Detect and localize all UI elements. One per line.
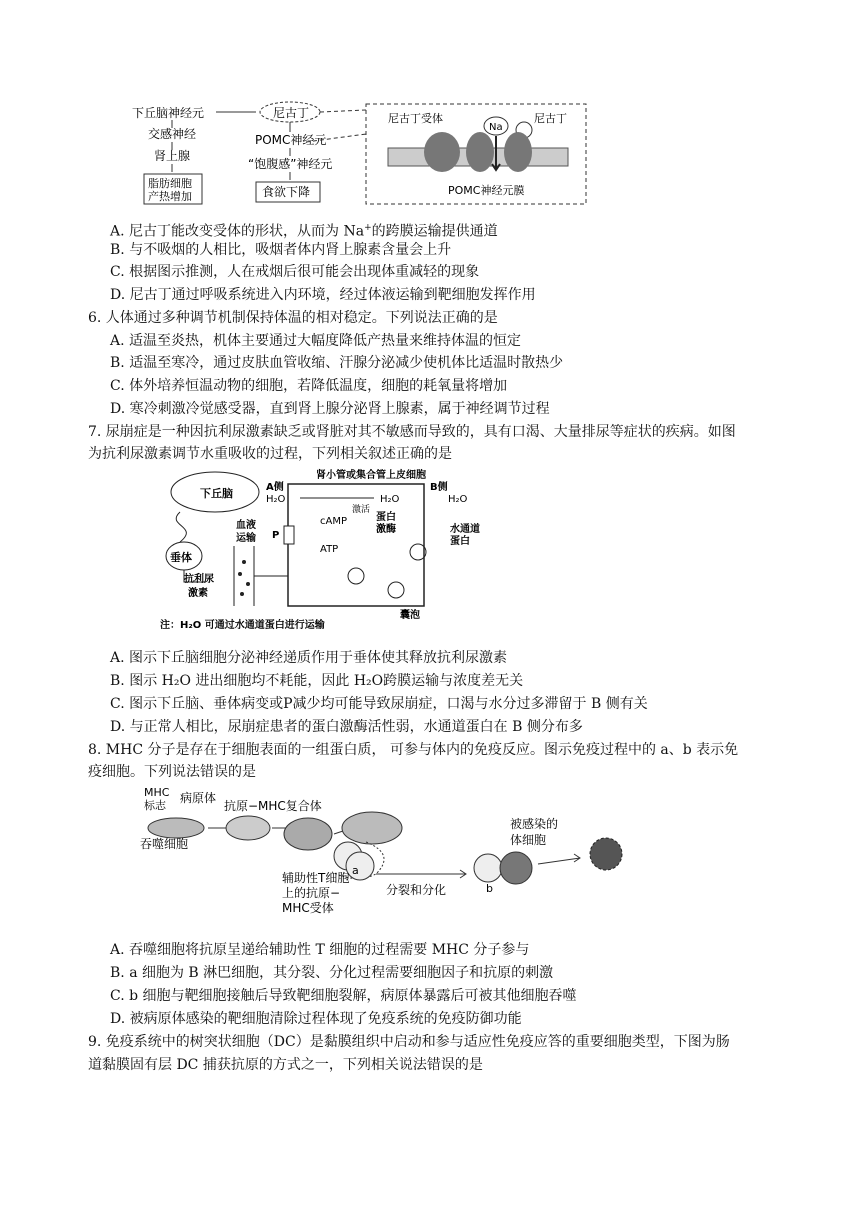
figure-adh-regulation	[160, 466, 490, 632]
fig7-transport-label: 运输	[236, 533, 256, 544]
fig1-sympathetic-label: 交感神经	[148, 127, 197, 141]
q6-option-b[interactable]: B. 适温至寒冷，通过皮肤血管收缩、汗腺分泌减少使机体比适温时散热少	[110, 355, 564, 371]
q7-option-b[interactable]: B. 图示 H₂O 进出细胞均不耗能，因此 H₂O跨膜运输与浓度差无关	[110, 673, 524, 689]
fig7-camp-label: cAMP	[320, 516, 347, 527]
q7-option-a[interactable]: A. 图示下丘脑细胞分泌神经递质作用于垂体使其释放抗利尿激素	[110, 650, 508, 666]
q5-option-b[interactable]: B. 与不吸烟的人相比，吸烟者体内肾上腺素含量会上升	[110, 242, 452, 258]
fig1-fat-label: 脂肪细胞	[148, 177, 192, 190]
q8-stem-line2: 疫细胞。下列说法错误的是	[88, 764, 256, 780]
fig1-satiety-label: “饱腹感”神经元	[248, 157, 333, 171]
fig7-blood-label: 血液	[236, 520, 256, 531]
q8-option-d[interactable]: D. 被病原体感染的靶细胞清除过程体现了免疫系统的免疫防御功能	[110, 1011, 522, 1027]
fig7-adh-label-2: 激素	[188, 588, 208, 599]
q6-option-d[interactable]: D. 寒冷刺激冷觉感受器，直到肾上腺分泌肾上腺素，属于神经调节过程	[110, 401, 550, 417]
q7-stem-line2: 为抗利尿激素调节水重吸收的过程，下列相关叙述正确的是	[88, 446, 452, 462]
q7-option-d[interactable]: D. 与正常人相比，尿崩症患者的蛋白激酶活性弱，水通道蛋白在 B 侧分布多	[110, 719, 583, 735]
fig7-pituitary-label: 垂体	[170, 551, 192, 564]
fig7-aqp-label-2: 蛋白	[450, 536, 470, 547]
q5-option-c[interactable]: C. 根据图示推测，人在戒烟后很可能会出现体重减轻的现象	[110, 264, 480, 280]
fig1-na-label: Na	[489, 122, 503, 133]
q6-option-c[interactable]: C. 体外培养恒温动物的细胞，若降低温度，细胞的耗氧量将增加	[110, 378, 508, 394]
q5-option-d[interactable]: D. 尼古丁通过呼吸系统进入内环境，经过体液运输到靶细胞发挥作用	[110, 287, 536, 303]
fig8-a-label: a	[352, 864, 359, 877]
fig8-mhc-label: MHC	[144, 786, 170, 799]
q8-option-b[interactable]: B. a 细胞为 B 淋巴细胞，其分裂、分化过程需要细胞因子和抗原的刺激	[110, 965, 554, 981]
fig8-pathogen-label: 病原体	[180, 791, 217, 805]
fig7-adh-label: 抗利尿	[184, 574, 214, 585]
fig8-infected-label-2: 体细胞	[510, 833, 547, 847]
q7-option-c[interactable]: C. 图示下丘脑、垂体病变或P减少均可能导致尿崩症，口渴与水分过多滞留于 B 侧有关	[110, 696, 648, 712]
q6-stem: 6. 人体通过多种调节机制保持体温的相对稳定。下列说法正确的是	[88, 310, 498, 326]
q9-stem-line2: 道黏膜固有层 DC 捕获抗原的方式之一，下列相关说法错误的是	[88, 1057, 483, 1073]
fig7-b-side-label: B侧	[430, 482, 448, 493]
fig7-kinase-label-2: 激酶	[376, 524, 396, 535]
fig7-atp-label: ATP	[320, 544, 339, 555]
fig7-h2o-b: H₂O	[448, 494, 468, 505]
fig1-nicotine2-label: 尼古丁	[534, 112, 567, 125]
fig8-th-label: 辅助性T细胞	[282, 871, 350, 885]
fig8-th-label-2: 上的抗原−	[282, 886, 341, 900]
q6-option-a[interactable]: A. 适温至炎热，机体主要通过大幅度降低产热量来维持体温的恒定	[110, 333, 522, 349]
fig1-nicotine-label: 尼古丁	[273, 106, 310, 120]
q9-stem-line1: 9. 免疫系统中的树突状细胞（DC）是黏膜组织中启动和参与适应性免疫应答的重要细胞类型，下图为肠	[88, 1034, 730, 1050]
figure-mhc-immune	[136, 784, 636, 930]
fig8-complex-label: 抗原−MHC复合体	[224, 799, 322, 813]
fig7-h2o-inner: H₂O	[380, 494, 400, 505]
fig8-b-label: b	[486, 882, 493, 895]
fig1-pomc-label: POMC神经元	[255, 133, 327, 147]
q5-option-a-text-2: 的跨膜运输提供通道	[371, 223, 498, 240]
fig7-p-label: P	[272, 530, 280, 541]
fig7-activate-label: 激活	[352, 505, 371, 515]
fig7-note: 注：H₂O 可通过水通道蛋白进行运输	[160, 620, 325, 631]
fig8-mhc-label-2: 标志	[144, 799, 166, 812]
fig1-hypothalamus-label: 下丘脑神经元	[132, 106, 205, 120]
q8-option-a[interactable]: A. 吞噬细胞将抗原呈递给辅助性 T 细胞的过程需要 MHC 分子参与	[110, 942, 530, 958]
q5-option-a[interactable]: A. 尼古丁能改变受体的形状，从而为 Na+的跨膜运输提供通道	[110, 223, 498, 240]
q5-option-a-text: A. 尼古丁能改变受体的形状，从而为 Na	[110, 223, 365, 240]
fig8-infected-label: 被感染的	[510, 817, 559, 831]
fig7-aqp-label: 水通道	[450, 524, 480, 535]
fig1-receptor-label: 尼古丁受体	[388, 112, 443, 125]
fig8-divide-label: 分裂和分化	[386, 883, 447, 897]
fig7-vesicle-label: 囊泡	[400, 610, 420, 621]
fig8-phagocyte-label: 吞噬细胞	[140, 837, 189, 851]
fig7-a-side-label: A侧	[266, 482, 284, 493]
fig8-th-label-3: MHC受体	[282, 901, 334, 915]
figure-nicotine-pathway	[130, 98, 590, 206]
fig1-adrenal-label: 肾上腺	[154, 149, 191, 163]
q7-stem-line1: 7. 尿崩症是一种因抗利尿激素缺乏或肾脏对其不敏感而导致的，具有口渴、大量排尿等症状的疾病。如图	[88, 424, 736, 440]
q8-option-c[interactable]: C. b 细胞与靶细胞接触后导致靶细胞裂解，病原体暴露后可被其他细胞吞噬	[110, 988, 577, 1004]
fig1-membrane-label: POMC神经元膜	[448, 184, 525, 197]
fig7-h2o-a: H₂O	[266, 494, 286, 505]
fig1-appetite-label: 食欲下降	[262, 185, 311, 199]
fig7-hypothalamus-label: 下丘脑	[200, 487, 233, 500]
fig7-kinase-label: 蛋白	[376, 512, 396, 523]
q8-stem-line1: 8. MHC 分子是存在于细胞表面的一组蛋白质， 可参与体内的免疫反应。图示免疫过程中的 a、b 表示免	[88, 742, 739, 758]
fig1-heat-label: 产热增加	[148, 190, 192, 203]
fig7-title: 肾小管或集合管上皮细胞	[316, 470, 426, 481]
